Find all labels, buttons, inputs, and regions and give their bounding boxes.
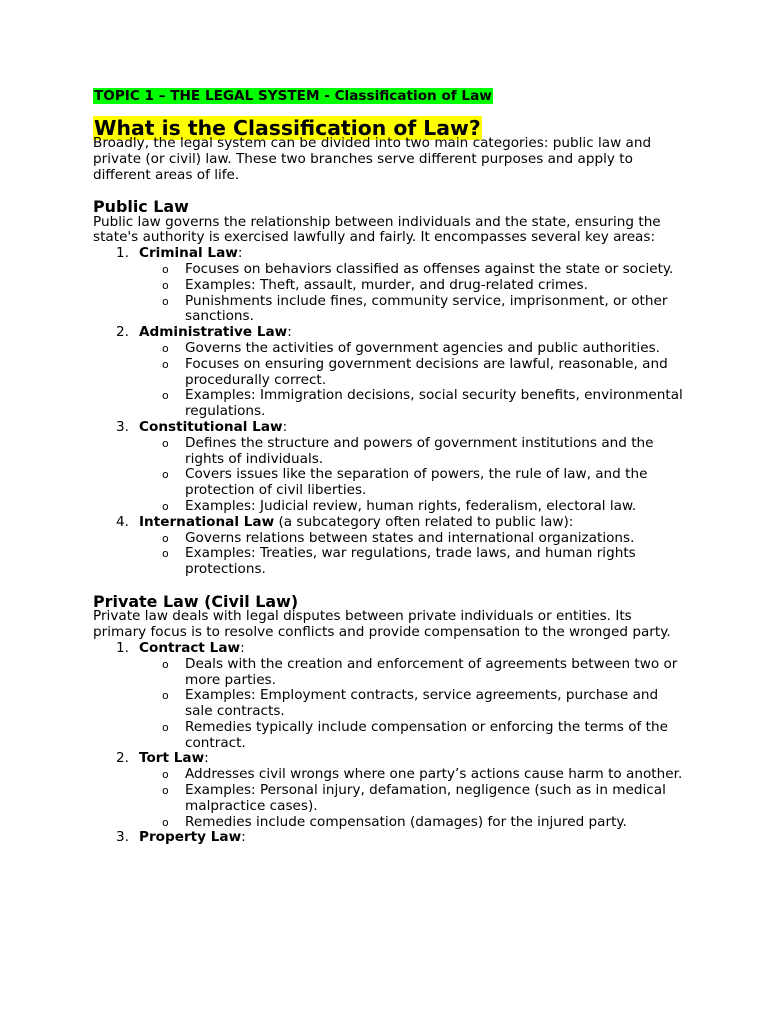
bullet-icon: o bbox=[162, 342, 169, 356]
bullet-item bbox=[139, 546, 683, 578]
item-number: 1. bbox=[116, 245, 129, 262]
bullet-item bbox=[139, 720, 683, 752]
item-suffix: : bbox=[241, 829, 246, 846]
bullet-item bbox=[139, 388, 683, 420]
item-number: 1. bbox=[116, 639, 129, 656]
bullet-text: Addresses civil wrongs where one party’s actions cause harm to another. bbox=[185, 766, 683, 783]
item-term: Tort Law bbox=[139, 750, 205, 767]
bullet-item bbox=[139, 278, 683, 294]
bullet-text: Examples: Employment contracts, service agreements, purchase and sale contracts. bbox=[185, 687, 659, 720]
bullet-text: Examples: Theft, assault, murder, and drug-related crimes. bbox=[185, 276, 588, 293]
bullet-icon: o bbox=[162, 500, 169, 514]
bullet-icon: o bbox=[162, 294, 169, 308]
private-law-heading: Private Law (Civil Law) bbox=[93, 591, 299, 611]
bullet-icon: o bbox=[162, 278, 169, 292]
bullet-text: Examples: Personal injury, defamation, negligence (such as in medical malpractice cases). bbox=[185, 782, 666, 814]
bullet-icon: o bbox=[162, 531, 169, 545]
item-number: 4. bbox=[116, 513, 129, 530]
law-item bbox=[93, 515, 683, 578]
bullet-item bbox=[139, 467, 683, 499]
bullet-item bbox=[139, 262, 683, 278]
private-law-list bbox=[93, 641, 683, 846]
item-number: 2. bbox=[116, 750, 129, 767]
bullet-text: Deals with the creation and enforcement of agreements between two or more parties. bbox=[185, 655, 678, 688]
question-highlight: What is the Classification of Law? bbox=[94, 116, 481, 140]
item-suffix: : bbox=[282, 419, 288, 436]
public-law-list bbox=[93, 246, 683, 578]
bullet-icon: o bbox=[162, 263, 169, 277]
item-bullets bbox=[139, 767, 683, 830]
item-bullets bbox=[139, 341, 683, 420]
item-bullets bbox=[139, 436, 683, 515]
item-suffix: (a subcategory often related to public law): bbox=[274, 513, 574, 530]
bullet-item bbox=[139, 357, 683, 389]
title-highlight: TOPIC 1 – THE LEGAL SYSTEM - Classification of Law bbox=[94, 88, 492, 104]
bullet-item bbox=[139, 294, 683, 326]
bullet-icon: o bbox=[162, 389, 169, 403]
private-law-section bbox=[93, 591, 683, 847]
bullet-text: Focuses on ensuring government decisions are lawful, reasonable, and procedurally correct. bbox=[185, 355, 668, 388]
bullet-icon: o bbox=[162, 657, 169, 671]
public-law-section bbox=[93, 196, 683, 578]
bullet-text: Remedies typically include compensation or enforcing the terms of the contract. bbox=[185, 718, 668, 751]
item-suffix: : bbox=[240, 639, 245, 656]
item-term: Contract Law bbox=[139, 639, 241, 656]
bullet-item bbox=[139, 688, 683, 720]
law-item bbox=[93, 751, 683, 830]
item-term: International Law bbox=[139, 513, 275, 530]
document-title bbox=[93, 87, 683, 105]
bullet-icon: o bbox=[162, 357, 169, 371]
item-term: Administrative Law bbox=[139, 324, 288, 341]
private-law-intro: Private law deals with legal disputes between private individuals or entities. Its primary focus is to resolve conflicts and provide compensation to the wronged party. bbox=[93, 608, 671, 641]
bullet-item bbox=[139, 767, 683, 783]
public-law-heading: Public Law bbox=[93, 196, 189, 216]
bullet-text: Governs relations between states and international organizations. bbox=[185, 529, 635, 546]
bullet-item bbox=[139, 657, 683, 689]
item-suffix: : bbox=[204, 750, 209, 767]
item-number: 3. bbox=[116, 829, 129, 846]
bullet-icon: o bbox=[162, 768, 169, 782]
bullet-item bbox=[139, 436, 683, 468]
question-heading bbox=[93, 116, 683, 140]
item-suffix: : bbox=[287, 324, 292, 341]
bullet-text: Focuses on behaviors classified as offenses against the state or society. bbox=[185, 261, 674, 278]
law-item bbox=[93, 641, 683, 752]
item-bullets bbox=[139, 262, 683, 325]
law-item bbox=[93, 246, 683, 325]
bullet-text: Covers issues like the separation of powers, the rule of law, and the protection of civil liberties. bbox=[185, 466, 648, 499]
bullet-icon: o bbox=[162, 720, 169, 734]
bullet-item bbox=[139, 815, 683, 831]
bullet-icon: o bbox=[162, 689, 169, 703]
bullet-text: Defines the structure and powers of government institutions and the rights of individuals. bbox=[185, 434, 654, 467]
item-term: Property Law bbox=[139, 829, 242, 846]
bullet-item bbox=[139, 341, 683, 357]
bullet-text: Punishments include fines, community service, imprisonment, or other sanctions. bbox=[185, 292, 668, 325]
bullet-icon: o bbox=[162, 436, 169, 450]
item-term: Criminal Law bbox=[139, 245, 238, 262]
intro-paragraph: Broadly, the legal system can be divided into two main categories: public law and private (or civil) law. These two branches serve different purposes and apply to different areas of life. bbox=[93, 135, 652, 183]
item-number: 2. bbox=[116, 324, 129, 341]
bullet-item bbox=[139, 783, 683, 815]
item-bullets bbox=[139, 657, 683, 752]
bullet-icon: o bbox=[162, 547, 169, 561]
bullet-text: Examples: Judicial review, human rights, federalism, electoral law. bbox=[185, 498, 637, 515]
bullet-icon: o bbox=[162, 784, 169, 798]
law-item bbox=[93, 420, 683, 515]
item-number: 3. bbox=[116, 419, 129, 436]
bullet-item bbox=[139, 531, 683, 547]
bullet-text: Governs the activities of government agencies and public authorities. bbox=[185, 340, 660, 357]
item-term: Constitutional Law bbox=[139, 419, 283, 436]
bullet-text: Examples: Immigration decisions, social security benefits, environmental regulations. bbox=[185, 387, 683, 420]
document-body bbox=[93, 87, 683, 846]
law-item bbox=[93, 830, 683, 846]
bullet-text: Remedies include compensation (damages) for the injured party. bbox=[185, 813, 627, 830]
bullet-icon: o bbox=[162, 468, 169, 482]
item-suffix: : bbox=[237, 245, 243, 262]
bullet-text: Examples: Treaties, war regulations, trade laws, and human rights protections. bbox=[185, 545, 636, 578]
bullet-icon: o bbox=[162, 815, 169, 829]
public-law-intro: Public law governs the relationship between individuals and the state, ensuring the state's authority is exercised lawfully and fairly. It encompasses several key areas: bbox=[93, 213, 661, 246]
law-item bbox=[93, 325, 683, 420]
item-bullets bbox=[139, 531, 683, 578]
bullet-item bbox=[139, 499, 683, 515]
